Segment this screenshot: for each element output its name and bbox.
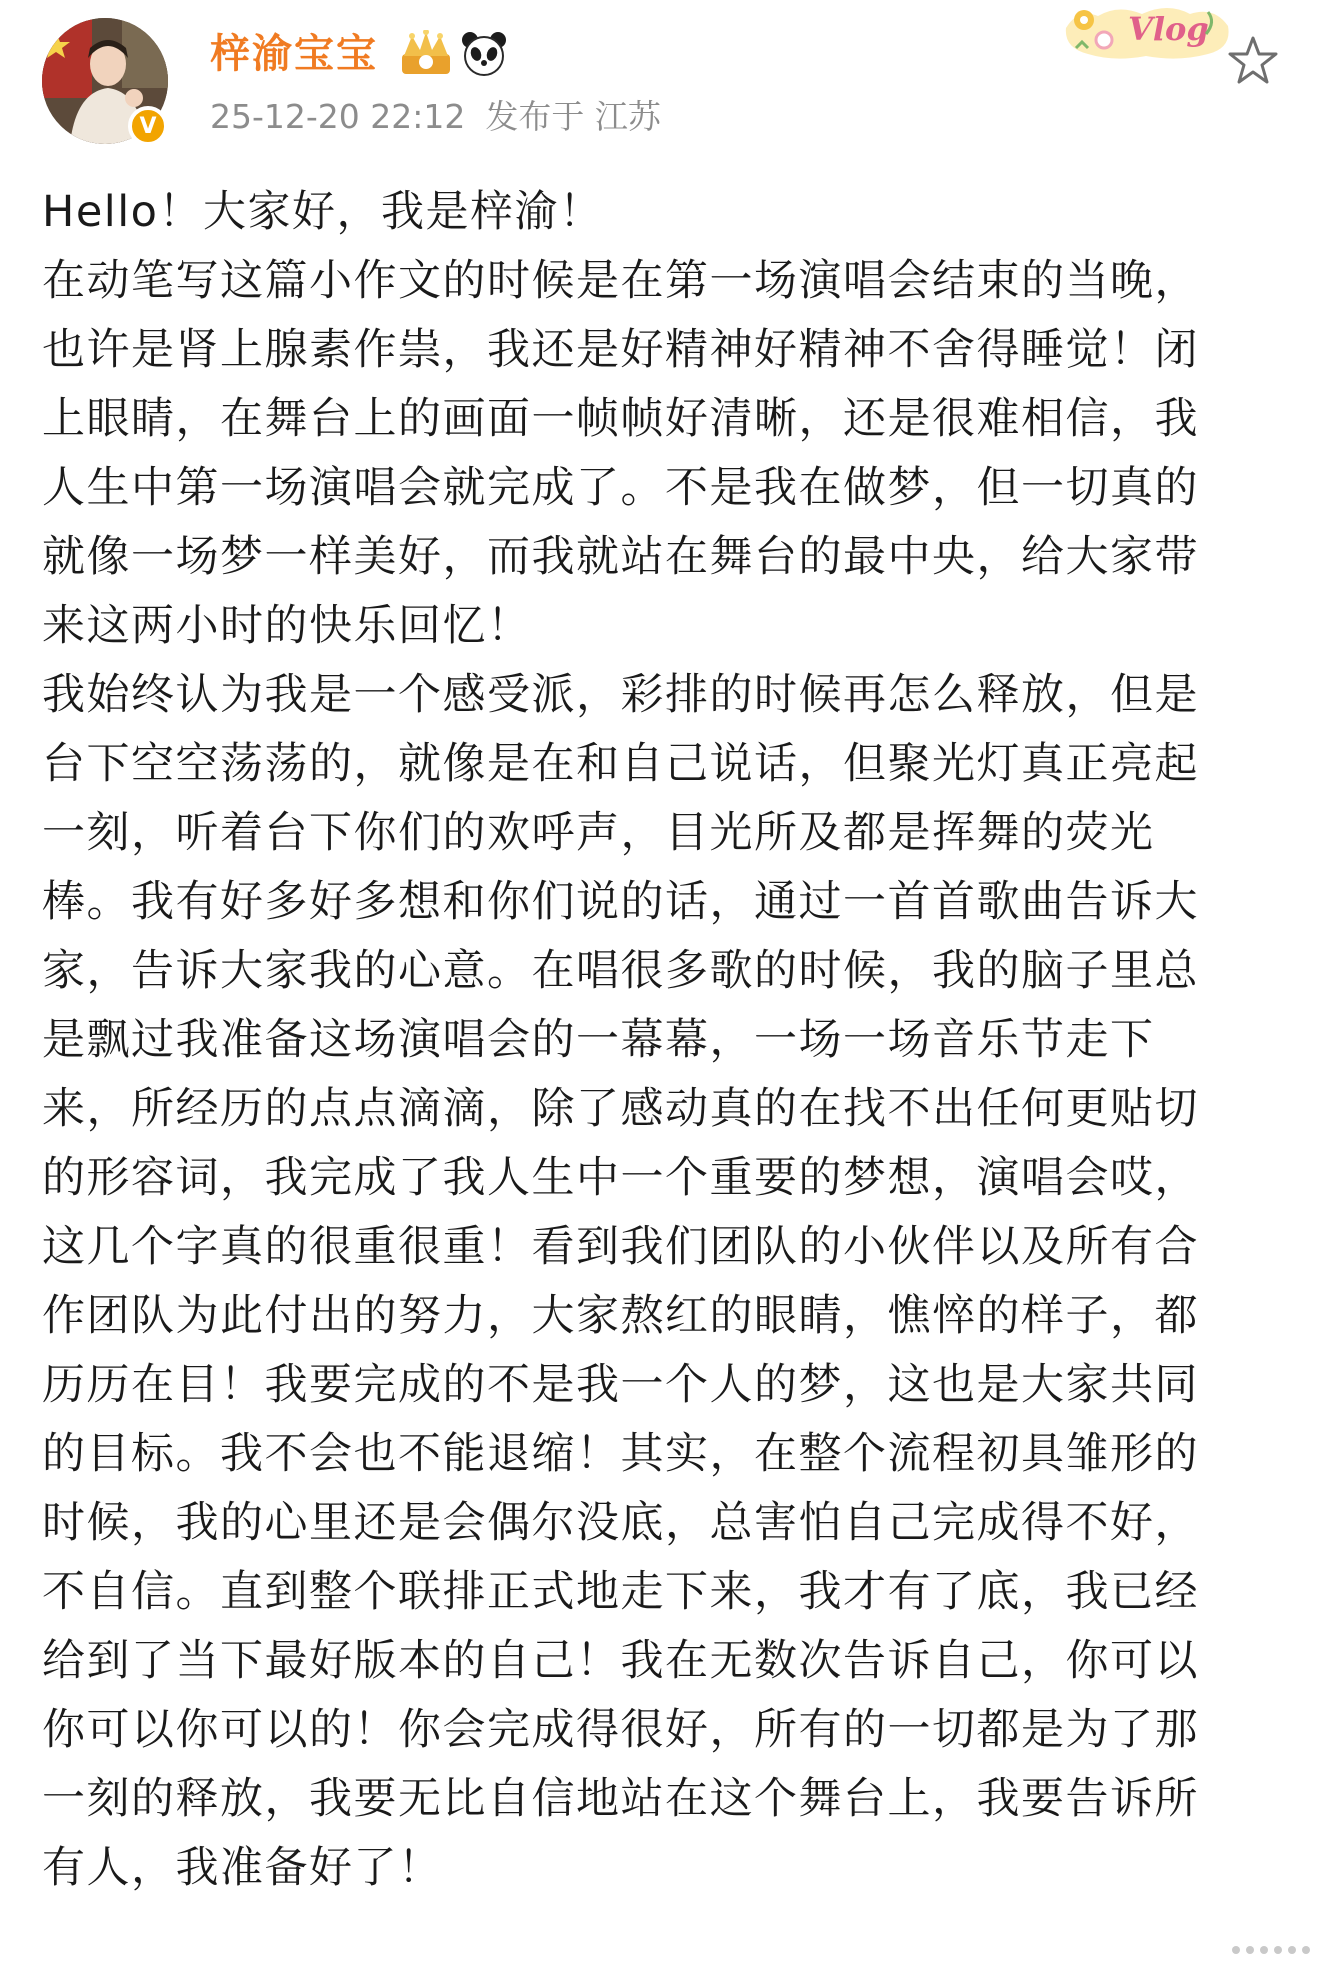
- post-paragraph: 在动笔写这篇小作文的时候是在第一场演唱会结束的当晚，也许是肾上腺素作祟，我还是好精神好精神不舍得睡觉！闭上眼睛，在舞台上的画面一帧帧好清晰，还是很难相信，我人生中第一场演唱会就完成了。不是我在做梦，但一切真的就像一场梦一样美好，而我就站在舞台的最中央，给大家带来这两小时的快乐回忆！: [42, 256, 1199, 651]
- vlog-sticker-text: Vlog: [1128, 10, 1209, 48]
- post-timestamp: 25-12-20 22:12: [210, 97, 466, 136]
- more-dots-icon[interactable]: [1222, 1932, 1318, 1968]
- post-paragraph: 我始终认为我是一个感受派，彩排的时候再怎么释放，但是台下空空荡荡的，就像是在和自己说话，但聚光灯真正亮起一刻，听着台下你们的欢呼声，目光所及都是挥舞的荧光棒。我有好多好多想和你们说的话，通过一首首歌曲告诉大家，告诉大家我的心意。在唱很多歌的时候，我的脑子里总是飘过我准备这场演唱会的一幕幕，一场一场音乐节走下来，所经历的点点滴滴，除了感动真的在找不出任何更贴切的形容词，我完成了我人生中一个重要的梦想，演唱会哎，这几个字真的很重很重！看到我们团队的小伙伴以及所有合作团队为此付出的努力，大家熬红的眼睛，憔悴的样子，都历历在目！我要完成的不是我一个人的梦，这也是大家共同的目标。我不会也不能退缩！其实，在整个流程初具雏形的时候，我的心里还是会偶尔没底，总害怕自己完成得不好，不自信。直到整个联排正式地走下来，我才有了底，我已经给到了当下最好版本的自己！我在无数次告诉自己，你可以你可以你可以的！你会完成得很好，所有的一切都是为了那一刻的释放，我要无比自信地站在这个舞台上，我要告诉所有人，我准备好了！: [42, 670, 1199, 1893]
- star-icon[interactable]: [1226, 34, 1280, 88]
- post-body: [42, 178, 1242, 1903]
- post-header: [0, 0, 1319, 160]
- post-paragraph: Hello！大家好，我是梓渝！: [42, 187, 604, 237]
- post-meta: [210, 92, 661, 142]
- post-location: 发布于 江苏: [485, 97, 661, 136]
- crown-icon: [398, 30, 454, 78]
- verified-badge-icon: V: [128, 106, 168, 146]
- username[interactable]: 梓渝宝宝: [210, 31, 378, 77]
- vlog-sticker-icon: [1058, 0, 1234, 62]
- panda-icon: [460, 30, 508, 78]
